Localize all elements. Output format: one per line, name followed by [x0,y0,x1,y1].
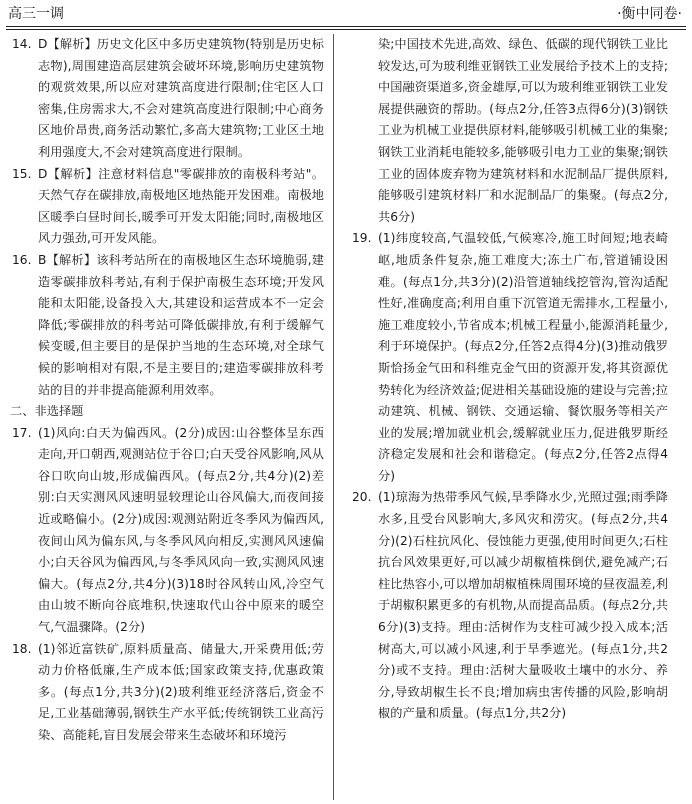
column-divider [333,34,334,800]
item-text: B【解析】该科考站所在的南极地区生态环境脆弱,建造零碳排放科考站,有利于保护南极生态环境;开发风能和太阳能,设备投入大,其建设和运营成本不一定会降低;零碳排放的科考站可降低碳排放,有利于缓解气候变暖,但主要目的是保护当地的生态环境,对全球气候的影响相对有限,不是主要目的;建造零碳排放科考站的目的并非提高能源利用效率。 [38,252,324,397]
header-exam-title: 高三一调 [8,6,64,22]
section-title: 二、非选择题 [10,404,84,419]
answer-item-17 [6,423,324,639]
item-text: (1)纬度较高,气温较低,气候寒冷,施工时间短;地表崎岖,地质条件复杂,施工难度大;冻土广布,管道铺设困难。(每点1分,共3分)(2)沿管道轴线挖管沟,管沟适配性好,准确度高;利用自重下沉管道无需排水,工程量小,施工难度较小,节省成本;机械工程量小,能源消耗量少,利于环境保护。(每点2分,任答2点得4分)(3)推动俄罗斯恰扬金气田和科维克金气田的资源开发,将其资源优势转化为经济效益;促进相关基础设施的建设与完善;拉动建筑、机械、钢铁、交通运输、餐饮服务等相关产业的发展;增加就业机会,缓解就业压力,促进俄罗斯经济稳定发展和社会和谐稳定。(每点2分,任答2点得4分) [378,231,668,483]
item-text: (1)邻近富铁矿,原料质量高、储量大,开采费用低;劳动力价格低廉,生产成本低;国家政策支持,优惠政策多。(每点1分,共3分)(2)玻利维亚经济落后,资金不足,工业基础薄弱,钢铁生产水平低;传统钢铁工业高污染、高能耗,盲目发展会带来生态破坏和环境污 [38,641,324,742]
answer-item-19 [346,228,668,487]
item-text: (1)风向:白天为偏西风。(2分)成因:山谷整体呈东西走向,开口朝西,观测站位于谷口;白天受谷风影响,风从谷口吹向山坡,形成偏西风。(每点2分,共4分)(2)差别:白天实测风风速明显较理论山谷风偏大,而夜间接近或略偏小。(2分)成因:观测站附近冬季风为偏西风,夜间山风为偏东风,与冬季风风向相反,实测风风速偏小;白天谷风为偏西风,与冬季风风向一致,实测风风速偏大。(每点2分,共4分)(3)18时谷风转山风,冷空气由山坡不断向谷底堆积,快速取代山谷中原来的暖空气,气温骤降。(2分) [38,425,324,635]
item-number: 16. [12,252,32,267]
header-series-name: ·衡中同卷· [617,6,682,22]
item-text: (1)琼海为热带季风气候,旱季降水少,光照过强;雨季降水多,且受台风影响大,多风灾和涝灾。(每点2分,共4分)(2)石柱抗风化、侵蚀能力更强,使用时间更久;石柱抗台风效果更好,可以减少胡椒植株倒伏,避免减产;石柱比热容小,可以增加胡椒植株周围环境的昼夜温差,利于胡椒积累更多的有机物,从而提高品质。(每点2分,共6分)(3)支持。理由:活树作为支柱可减少投入成本;活树高大,可以减小风速,利于旱季遮光。(每点1分,共2分)或不支持。理由:活树大量吸收土壤中的水分、养分,导致胡椒生长不良;增加病虫害传播的风险,影响胡椒的产量和质量。(每点1分,共2分) [378,490,668,721]
left-column [6,34,324,747]
item-number: 15. [12,166,32,181]
item-text: 染;中国技术先进,高效、绿色、低碳的现代钢铁工业比较发达,可为玻利维亚钢铁工业发展给予技术上的支持;中国融资渠道多,资金雄厚,可以为玻利维亚钢铁工业发展提供融资的帮助。(每点2分,任答3点得6分)(3)钢铁工业为机械工业提供原材料,能够吸引机械工业的集聚;钢铁工业消耗电能较多,能够吸引电力工业的集聚;钢铁工业的固体废弃物为建筑材料和水泥制品厂提供原料,能够吸引建筑材料厂和水泥制品厂的集聚。(每点2分,共6分) [378,37,668,224]
answer-item-14 [6,34,324,164]
item-number: 18. [12,641,32,656]
item-number: 19. [352,231,372,246]
answer-item-15 [6,164,324,250]
item-number: 20. [352,490,372,505]
item-text: D【解析】注意材料信息"零碳排放的南极科考站"。天然气存在碳排放,南极地区地热能开发困难。南极地区暖季白昼时间长,暖季可开发太阳能;同时,南极地区风力强劲,可开发风能。 [38,166,324,246]
answer-item-18 [6,639,324,747]
answer-item-16 [6,250,324,401]
item-text: D【解析】历史文化区中多历史建筑物(特别是历史标志物),周围建造高层建筑会破坏环境,影响历史建筑物的观赏效果,所以应对建筑高度进行限制;住宅区人口密集,住房需求大,不会对建筑高度进行限制;中心商务区地价昂贵,商务活动繁忙,多高大建筑物;工业区土地利用强度大,不会对建筑高度进行限制。 [38,37,324,159]
right-column [346,34,668,725]
answer-item-20 [346,487,668,725]
item-number: 14. [12,37,32,51]
item-number: 17. [12,425,32,440]
answer-item-18-continued [346,34,668,228]
header-rule [6,26,686,27]
header-rule-thin [6,29,686,30]
